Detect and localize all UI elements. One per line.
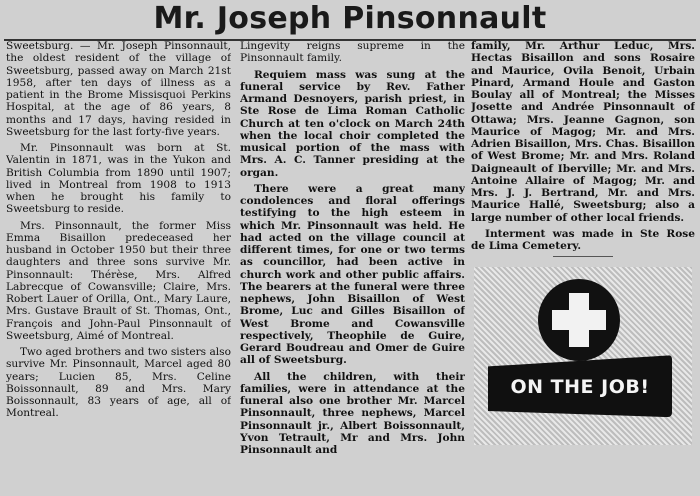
column-divider: [553, 256, 613, 257]
cross-icon: [538, 279, 620, 361]
article-column-2: [240, 40, 465, 496]
article-column-1: [6, 40, 231, 496]
paragraph: All the children, with their families, were in attendance at the funeral also one brother Mr. Marcel Pinsonnault, three nephews, Marcel Pinsonnault jr., Albert Boissonnault, Yvon Tetrault, Mr and Mrs. John Pinsonnault and: [240, 370, 465, 456]
paragraph: family, Mr. Arthur Leduc, Mrs. Hectas Bisaillon and sons Rosaire and Maurice, Ovila Benoit, Urbain Pinard, Armand Houle and Gaston Boulay all of Montreal; the Misses Josette and Andrée Pinsonnault of Ottawa; Mrs. Jeanne Gagnon, son Maurice of Magog; Mr. and Mrs. Adrien Bisaillon, Mrs. Chas. Bisaillon of West Brome; Mr. and Mrs. Roland Daigneault of Iberville; Mr. and Mrs. Antoine Allaire of Magog; Mr. and Mrs. J. J. Bertrand, Mr. and Mrs. Maurice Hallé, Sweetsburg; also a large number of other local friends.: [471, 40, 695, 224]
paragraph: Mr. Pinsonnault was born at St. Valentin in 1871, was in the Yukon and British Columbia from 1890 until 1907; lived in Montreal from 1908 to 1913 when he brought his family to Sweetsburg to reside.: [6, 142, 231, 216]
paragraph: Interment was made in Ste Rose de Lima Cemetery.: [471, 227, 695, 252]
paragraph: There were a great many condolences and floral offerings testifying to the high esteem in which Mr. Pinsonnault was held. He had acted on the village council at different times, for one or two terms as councillor, had been active in church work and other public affairs. The bearers at the funeral were three nephews, John Bisaillon of West Brome, Luc and Gilles Bisaillon of West Brome and Cowansville respectively, Theophile de Guire, Gerard Boudreau and Omer de Guire all of Sweetsburg.: [240, 182, 465, 367]
paragraph: Mrs. Pinsonnault, the former Miss Emma Bisaillon predeceased her husband in October 1950 but their three daughters and three sons survive Mr. Pinsonnault: Thérèse, Mrs. Alfred Labrecque of Cowansville; Claire, Mrs. Robert Lauer of Orilla, Ont., Mary Laure, Mrs. Gustave Brault of St. Thomas, Ont., François and John-Paul Pinsonnault of Sweetsburg, Aimé of Montreal.: [6, 219, 231, 342]
advertisement: [474, 267, 692, 445]
paragraph: Requiem mass was sung at the funeral service by Rev. Father Armand Desnoyers, parish priest, in Ste Rose de Lima Roman Catholic Church at ten o'clock on March 24th when the local choir completed the musical portion of the mass with Mrs. A. C. Tanner presiding at the organ.: [240, 68, 465, 179]
paragraph: Lingevity reigns supreme in the Pinsonnault family.: [240, 40, 465, 65]
ad-slogan: ON THE JOB!: [510, 376, 650, 399]
headline: Mr. Joseph Pinsonnault: [153, 1, 547, 36]
paragraph: Two aged brothers and two sisters also survive Mr. Pinsonnault, Marcel aged 80 years; Lucien 85, Mrs. Celine Boissonnault, 89 and Mrs. Mary Boissonnault, 83 years of age, all of Montreal.: [6, 346, 231, 420]
article-column-3: [471, 40, 695, 496]
paragraph: Sweetsburg. — Mr. Joseph Pinsonnault, the oldest resident of the village of Sweetsburg, passed away on March 21st 1958, after ten days of illness as a patient in the Brome Missisquoi Perkins Hospital, at the age of 86 years, 8 months and 17 days, having resided in Sweetsburg for the last forty-five years.: [6, 40, 231, 138]
